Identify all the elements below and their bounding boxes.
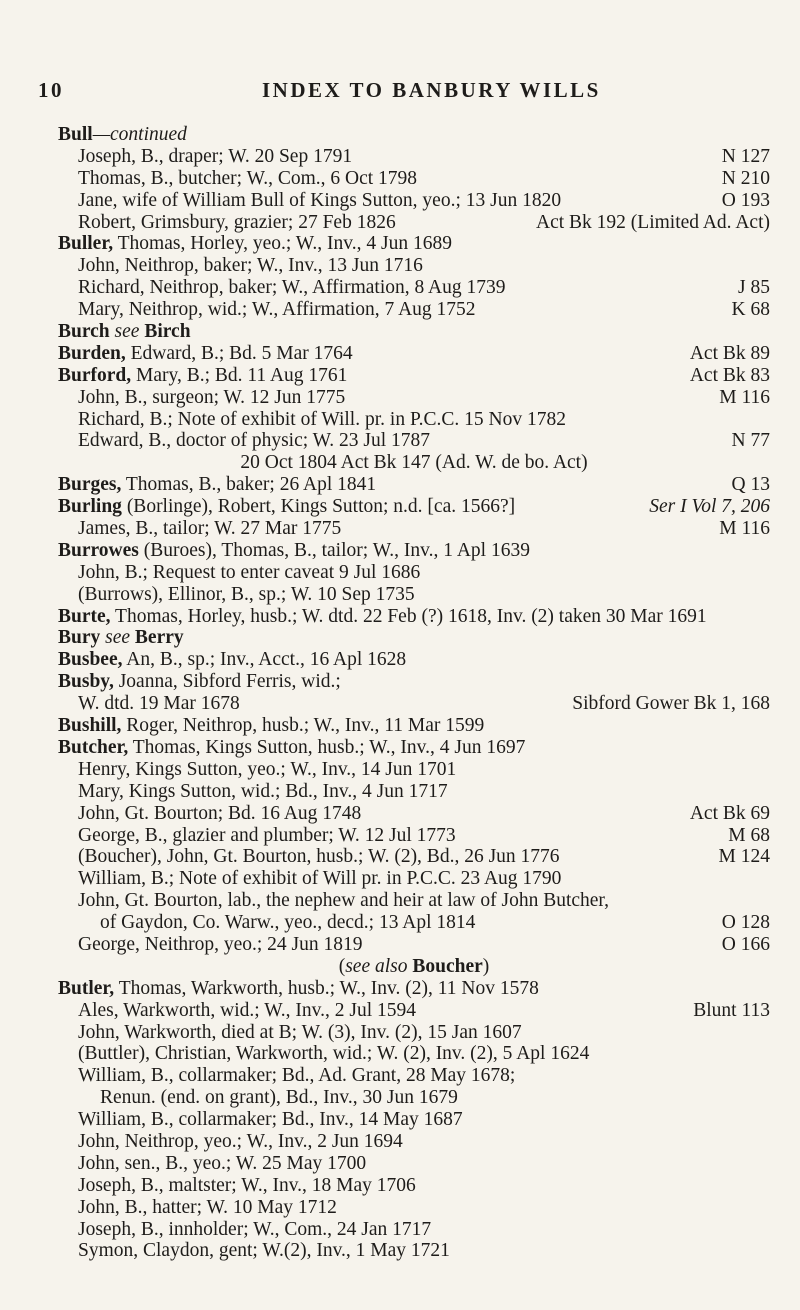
- surname: Bull: [58, 124, 93, 145]
- entry-text: James, B., tailor; W. 27 Mar 1775: [78, 518, 342, 540]
- entry-text: (Buroes), Thomas, B., tailor; W., Inv., 1 Apl 1639: [138, 539, 530, 561]
- see-word: see also: [345, 955, 413, 977]
- index-entry: [58, 1131, 770, 1153]
- index-entry: [58, 168, 770, 190]
- index-entry: [58, 146, 770, 168]
- index-entry: [58, 255, 770, 277]
- surname: Bushill,: [58, 715, 122, 737]
- entry-reference: M 116: [719, 386, 770, 408]
- surname: Burges,: [58, 474, 122, 496]
- index-entry: [58, 1087, 770, 1109]
- surname: Burrowes: [58, 539, 139, 561]
- index-entry: [58, 540, 770, 562]
- surname: Burte,: [58, 605, 111, 627]
- index-entry: [58, 1153, 770, 1175]
- entry-reference: N 210: [721, 167, 770, 189]
- index-entry: [58, 1219, 770, 1241]
- index-entry: [58, 452, 770, 474]
- entry-text: Edward, B.; Bd. 5 Mar 1764: [125, 342, 353, 364]
- entry-text: Symon, Claydon, gent; W.(2), Inv., 1 May 1721: [78, 1240, 450, 1262]
- entry-text: Thomas, B., butcher; W., Com., 6 Oct 1798: [78, 167, 418, 189]
- index-entry: [58, 343, 770, 365]
- entry-text: George, Neithrop, yeo.; 24 Jun 1819: [78, 933, 363, 955]
- index-entry: [58, 233, 770, 255]
- entry-text: John, sen., B., yeo.; W. 25 May 1700: [78, 1152, 367, 1174]
- surname: Busbee,: [58, 649, 123, 671]
- index-entry: [58, 781, 770, 803]
- surname: Busby,: [58, 671, 114, 693]
- entry-text: John, B., hatter; W. 10 May 1712: [78, 1196, 337, 1218]
- entry-text: Thomas, Horley, husb.; W. dtd. 22 Feb (?) 1618, Inv. (2) taken 30 Mar 1691: [110, 605, 707, 627]
- index-entry: [58, 715, 770, 737]
- entry-text: John, B.; Request to enter caveat 9 Jul 1686: [78, 561, 421, 583]
- surname: Burford,: [58, 364, 132, 386]
- page-number: 10: [38, 78, 64, 102]
- entry-text: Edward, B., doctor of physic; W. 23 Jul 1787: [78, 430, 431, 452]
- entry-reference: Act Bk 89: [689, 342, 770, 364]
- entry-text: George, B., glazier and plumber; W. 12 Jul 1773: [78, 824, 456, 846]
- index-entry: [58, 649, 770, 671]
- index-entry: [58, 825, 770, 847]
- entry-reference: Q 13: [731, 474, 770, 496]
- see-name: Birch: [144, 321, 191, 343]
- entry-text: Mary, Kings Sutton, wid.; Bd., Inv., 4 Jun 1717: [78, 780, 448, 802]
- entry-list: [58, 146, 770, 1262]
- running-title: INDEX TO BANBURY WILLS: [262, 78, 601, 102]
- index-entry: [58, 212, 770, 234]
- surname: Butcher,: [58, 736, 129, 758]
- entry-reference: M 124: [718, 846, 770, 868]
- entry-reference: Blunt 113: [693, 999, 770, 1021]
- index-entry: [58, 671, 770, 693]
- entry-reference: K 68: [731, 299, 770, 321]
- entry-reference: Act Bk 192 (Limited Ad. Act): [536, 211, 770, 233]
- index-entry: [58, 737, 770, 759]
- entry-reference: J 85: [738, 277, 770, 299]
- index-entry: [58, 409, 770, 431]
- index-entry: [58, 606, 770, 628]
- entry-text: (Burrows), Ellinor, B., sp.; W. 10 Sep 1735: [78, 583, 415, 605]
- index-entry: [58, 1043, 770, 1065]
- entry-text: Mary, B.; Bd. 11 Aug 1761: [131, 364, 348, 386]
- index-entry: [58, 430, 770, 452]
- surname: Burden,: [58, 342, 126, 364]
- index-entry: [58, 846, 770, 868]
- entry-text: Thomas, Horley, yeo.; W., Inv., 4 Jun 1689: [113, 233, 452, 255]
- entry-text: John, B., surgeon; W. 12 Jun 1775: [78, 386, 346, 408]
- entry-text: Ales, Warkworth, wid.; W., Inv., 2 Jul 1594: [78, 999, 417, 1021]
- index-entry: [58, 1065, 770, 1087]
- entry-text: Richard, B.; Note of exhibit of Will. pr. in P.C.C. 15 Nov 1782: [78, 408, 566, 430]
- index-entry: [58, 627, 770, 649]
- entry-text: Joseph, B., maltster; W., Inv., 18 May 1706: [78, 1174, 416, 1196]
- see-word: see: [100, 627, 135, 649]
- index-entry: [58, 299, 770, 321]
- entry-text: Joseph, B., innholder; W., Com., 24 Jan 1717: [78, 1218, 432, 1240]
- index-entry: [58, 868, 770, 890]
- entry-text: Jane, wife of William Bull of Kings Sutton, yeo.; 13 Jun 1820: [78, 189, 562, 211]
- entry-reference: N 77: [731, 430, 770, 452]
- entry-reference: Ser I Vol 7, 206: [649, 496, 770, 518]
- see-name: Berry: [134, 627, 184, 649]
- index-entry: [58, 956, 770, 978]
- entry-reference: O 166: [721, 933, 770, 955]
- entry-text: Roger, Neithrop, husb.; W., Inv., 11 Mar 1599: [121, 715, 485, 737]
- index-entry: [58, 1197, 770, 1219]
- entry-reference: O 193: [721, 189, 770, 211]
- entry-text: William, B.; Note of exhibit of Will pr. in P.C.C. 23 Aug 1790: [78, 868, 562, 890]
- index-entry: [58, 978, 770, 1000]
- index-entry: [58, 496, 770, 518]
- entry-text: Robert, Grimsbury, grazier; 27 Feb 1826: [78, 211, 396, 233]
- entry-text: William, B., collarmaker; Bd., Inv., 14 May 1687: [78, 1109, 463, 1131]
- see-close: ): [482, 955, 490, 977]
- entry-text: An, B., sp.; Inv., Acct., 16 Apl 1628: [122, 649, 407, 671]
- index-entry: [58, 518, 770, 540]
- entry-text: William, B., collarmaker; Bd., Ad. Grant, 28 May 1678;: [78, 1065, 516, 1087]
- surname: Burling: [58, 496, 122, 518]
- index-entry: [58, 759, 770, 781]
- continued-label: —continued: [92, 124, 187, 145]
- index-entry: [58, 387, 770, 409]
- surname: Buller,: [58, 233, 114, 255]
- entry-text: John, Gt. Bourton, lab., the nephew and heir at law of John Butcher,: [78, 890, 610, 912]
- entry-text: Renun. (end. on grant), Bd., Inv., 30 Jun 1679: [100, 1087, 458, 1109]
- entry-text: Thomas, Warkworth, husb.; W., Inv. (2), 11 Nov 1578: [114, 977, 539, 999]
- entry-reference: M 68: [728, 824, 770, 846]
- entry-text: John, Neithrop, baker; W., Inv., 13 Jun 1716: [78, 255, 423, 277]
- index-entry: [58, 934, 770, 956]
- entry-reference: Sibford Gower Bk 1, 168: [572, 693, 770, 715]
- surname: Bury: [58, 627, 101, 649]
- index-entry: [58, 1000, 770, 1022]
- index-entry: [58, 1175, 770, 1197]
- index-entry: [58, 365, 770, 387]
- entry-text: (Buttler), Christian, Warkworth, wid.; W. (2), Inv. (2), 5 Apl 1624: [78, 1043, 590, 1065]
- entry-text: (Boucher), John, Gt. Bourton, husb.; W. (2), Bd., 26 Jun 1776: [78, 846, 560, 868]
- index-entries: [58, 124, 770, 1262]
- see-word: see: [109, 321, 145, 343]
- entry-text: John, Warkworth, died at B; W. (3), Inv. (2), 15 Jan 1607: [78, 1021, 522, 1043]
- index-entry: [58, 321, 770, 343]
- index-entry: [58, 1109, 770, 1131]
- index-entry: [58, 584, 770, 606]
- entry-reference: M 116: [719, 518, 770, 540]
- entry-reference: N 127: [721, 145, 770, 167]
- entry-reference: Act Bk 69: [689, 802, 770, 824]
- index-entry: [58, 190, 770, 212]
- entry-text: John, Gt. Bourton; Bd. 16 Aug 1748: [78, 802, 362, 824]
- index-entry: [58, 1022, 770, 1044]
- entry-text: (Borlinge), Robert, Kings Sutton; n.d. [ca. 1566?]: [121, 496, 516, 518]
- index-entry: [58, 890, 770, 912]
- index-entry: [58, 277, 770, 299]
- entry-text: 20 Oct 1804 Act Bk 147 (Ad. W. de bo. Act): [240, 452, 588, 474]
- entry-text: Joanna, Sibford Ferris, wid.;: [113, 671, 341, 693]
- index-entry: [58, 693, 770, 715]
- see-open: (: [338, 955, 346, 977]
- see-name: Boucher: [412, 955, 483, 977]
- entry-text: Joseph, B., draper; W. 20 Sep 1791: [78, 145, 353, 167]
- index-entry: [58, 562, 770, 584]
- surname: Burch: [58, 321, 110, 343]
- page-header: [0, 78, 800, 108]
- surname: Butler,: [58, 977, 115, 999]
- entry-text: W. dtd. 19 Mar 1678: [78, 693, 240, 715]
- entry-text: Richard, Neithrop, baker; W., Affirmation, 8 Aug 1739: [78, 277, 506, 299]
- entry-text: of Gaydon, Co. Warw., yeo., decd.; 13 Apl 1814: [100, 912, 476, 934]
- continued-heading: [58, 124, 770, 146]
- entry-text: Thomas, Kings Sutton, husb.; W., Inv., 4 Jun 1697: [128, 736, 526, 758]
- entry-text: Mary, Neithrop, wid.; W., Affirmation, 7 Aug 1752: [78, 299, 476, 321]
- entry-reference: Act Bk 83: [689, 364, 770, 386]
- index-entry: [58, 1240, 770, 1262]
- entry-text: Thomas, B., baker; 26 Apl 1841: [121, 474, 377, 496]
- entry-reference: O 128: [721, 912, 770, 934]
- entry-text: John, Neithrop, yeo.; W., Inv., 2 Jun 1694: [78, 1130, 403, 1152]
- index-entry: [58, 912, 770, 934]
- entry-text: Henry, Kings Sutton, yeo.; W., Inv., 14 Jun 1701: [78, 758, 457, 780]
- index-entry: [58, 474, 770, 496]
- index-entry: [58, 803, 770, 825]
